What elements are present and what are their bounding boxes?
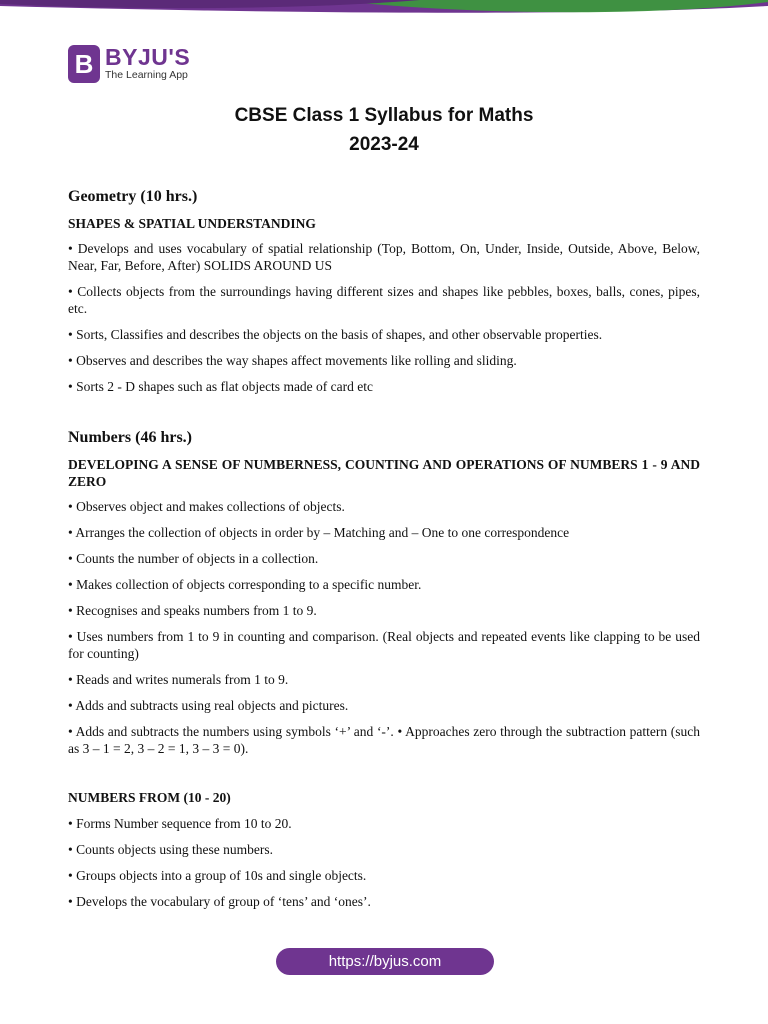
logo-mark: B: [68, 45, 100, 83]
geometry-heading: Geometry (10 hrs.): [68, 188, 198, 205]
list-item: • Sorts 2 - D shapes such as flat objects made of card etc: [68, 379, 374, 394]
document-body: [68, 186, 700, 910]
logo-name: BYJU'S: [105, 44, 191, 70]
title-line-2: 2023-24: [349, 134, 419, 155]
list-item: • Sorts, Classifies and describes the objects on the basis of shapes, and other observable properties.: [68, 327, 603, 342]
top-decorative-band: [0, 0, 768, 22]
logo-tagline: The Learning App: [105, 69, 188, 81]
footer-url-link[interactable]: https://byjus.com: [276, 948, 494, 975]
list-item: • Observes and describes the way shapes affect movements like rolling and sliding.: [68, 353, 517, 368]
numbers-heading: Numbers (46 hrs.): [68, 429, 192, 446]
list-item: • Arranges the collection of objects in order by – Matching and – One to one correspondence: [68, 525, 570, 540]
list-item: • Groups objects into a group of 10s and single objects.: [68, 868, 367, 883]
numbers-subheading: DEVELOPING A SENSE OF NUMBERNESS, COUNTING AND OPERATIONS OF NUMBERS 1 - 9 AND ZERO: [68, 457, 700, 489]
list-item: • Collects objects from the surroundings having different sizes and shapes like pebbles, boxes, balls, cones, pipes, etc.: [68, 284, 700, 316]
list-item: • Adds and subtracts using real objects and pictures.: [68, 698, 349, 713]
list-item: • Develops the vocabulary of group of ‘tens’ and ‘ones’.: [68, 894, 371, 909]
list-item: • Observes object and makes collections of objects.: [68, 499, 345, 514]
logo-text: [105, 46, 190, 82]
list-item: • Uses numbers from 1 to 9 in counting and comparison. (Real objects and repeated events like clapping to be used for counting): [68, 629, 700, 661]
list-item: • Reads and writes numerals from 1 to 9.: [68, 672, 289, 687]
list-item: • Makes collection of objects corresponding to a specific number.: [68, 577, 422, 592]
list-item: • Adds and subtracts the numbers using symbols ‘+’ and ‘-’. • Approaches zero through the subtraction pattern (such as 3 – 1 = 2, 3 – 2 = 1, 3 – 3 = 0).: [68, 724, 700, 756]
numbers-10-20-subheading: NUMBERS FROM (10 - 20): [68, 790, 231, 805]
list-item: • Counts the number of objects in a collection.: [68, 551, 319, 566]
document-title: [0, 101, 768, 159]
geometry-subheading: SHAPES & SPATIAL UNDERSTANDING: [68, 216, 316, 231]
list-item: • Develops and uses vocabulary of spatial relationship (Top, Bottom, On, Under, Inside, Outside, Above, Below, Near, Far, Before, After) SOLIDS AROUND US: [68, 241, 700, 273]
title-line-1: CBSE Class 1 Syllabus for Maths: [234, 105, 534, 126]
list-item: • Counts objects using these numbers.: [68, 842, 273, 857]
list-item: • Recognises and speaks numbers from 1 to 9.: [68, 603, 317, 618]
byjus-logo: [68, 45, 190, 83]
list-item: • Forms Number sequence from 10 to 20.: [68, 816, 292, 831]
